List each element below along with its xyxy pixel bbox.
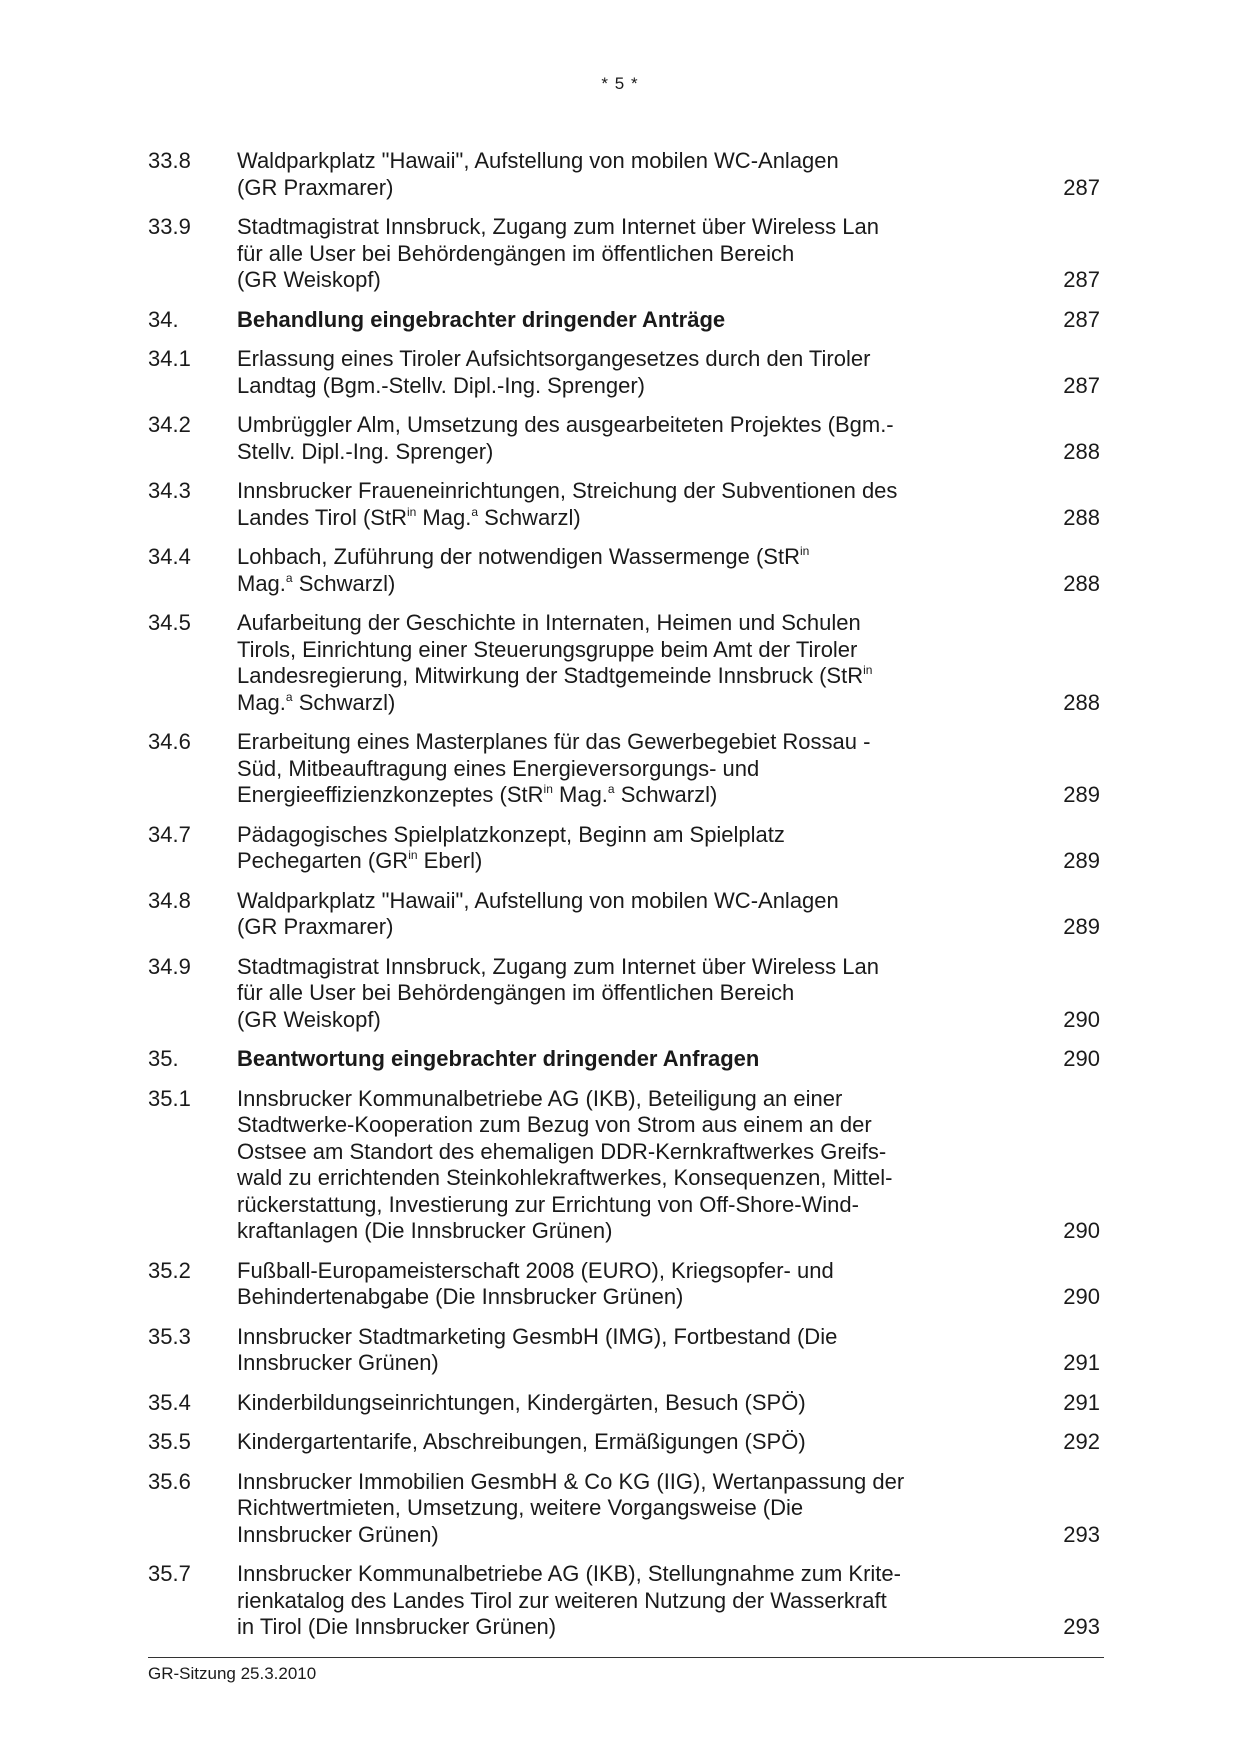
toc-entry [148, 544, 1100, 597]
entry-number: 34.1 [148, 346, 191, 371]
toc-entry [148, 610, 1100, 716]
entry-page-number: 290 [1063, 1218, 1100, 1243]
entry-page-number: 293 [1063, 1614, 1100, 1639]
entry-title-line: Waldparkplatz "Hawaii", Aufstellung von mobilen WC-Anlagen [237, 148, 839, 173]
entry-title-line: (GR Praxmarer) [237, 174, 394, 200]
entry-title-line: Umbrüggler Alm, Umsetzung des ausgearbeiteten Projektes (Bgm.- [237, 412, 894, 437]
entry-page-number: 291 [1063, 1350, 1100, 1375]
toc-entry [148, 1390, 1100, 1417]
entry-title [237, 822, 992, 875]
entry-title-line: Landtag (Bgm.-Stellv. Dipl.-Ing. Sprenger) [237, 372, 645, 398]
entry-title [237, 412, 992, 465]
entry-title-line: Landes Tirol (StR$^{in}$ Mag.$^a$ Schwarzl) [237, 504, 581, 530]
entry-title [237, 1046, 992, 1073]
entry-title-line: für alle User bei Behördengängen im öffentlichen Bereich [237, 980, 795, 1005]
entry-title [237, 346, 992, 399]
footer-session-date: GR-Sitzung 25.3.2010 [148, 1664, 317, 1683]
entry-title-line: Kinderbildungseinrichtungen, Kindergärten, Besuch (SPÖ) [237, 1389, 806, 1415]
entry-title [237, 544, 992, 597]
entry-title-line: in Tirol (Die Innsbrucker Grünen) [237, 1614, 557, 1639]
entry-number: 35.7 [148, 1561, 191, 1586]
entry-title-line: Innsbrucker Kommunalbetriebe AG (IKB), Beteiligung an einer [237, 1085, 843, 1111]
entry-title [237, 729, 992, 809]
entry-title-line: Pädagogisches Spielplatzkonzept, Beginn am Spielplatz [237, 821, 785, 847]
entry-title-line: Erlassung eines Tiroler Aufsichtsorgangesetzes durch den Tiroler [237, 346, 871, 371]
entry-number: 35.1 [148, 1085, 191, 1111]
entry-title-line: Stellv. Dipl.-Ing. Sprenger) [237, 438, 494, 464]
entry-title-line: Behandlung eingebrachter dringender Anträge [237, 306, 726, 332]
toc-entry [148, 1561, 1100, 1641]
entry-number: 35.3 [148, 1323, 191, 1349]
entry-page-number: 293 [1063, 1521, 1100, 1547]
entry-page-number: 290 [1063, 1046, 1100, 1071]
toc-entry [148, 1046, 1100, 1073]
entry-title [237, 478, 992, 531]
entry-title-line: Innsbrucker Fraueneinrichtungen, Streichung der Subventionen des [237, 478, 898, 503]
entry-title-line: Energieeffizienzkonzeptes (StR$^{in}$ Mag.$^a$ Schwarzl) [237, 782, 718, 807]
entry-number: 35.4 [148, 1389, 191, 1415]
entry-title-line: Stadtmagistrat Innsbruck, Zugang zum Internet über Wireless Lan [237, 953, 879, 979]
entry-title-line: wald zu errichtenden Steinkohlekraftwerkes, Konsequenzen, Mittel- [237, 1165, 893, 1190]
entry-page-number: 291 [1063, 1389, 1100, 1415]
entry-title-line: Lohbach, Zuführung der notwendigen Wassermenge (StR$^{in}$ [237, 544, 810, 569]
entry-page-number: 290 [1063, 1284, 1100, 1309]
entry-page-number: 289 [1063, 914, 1100, 939]
entry-title-line: Innsbrucker Immobilien GesmbH & Co KG (IIG), Wertanpassung der [237, 1468, 905, 1494]
entry-number: 34.9 [148, 953, 191, 979]
entry-title-line: Mag.$^a$ Schwarzl) [237, 570, 396, 596]
entry-page-number: 288 [1063, 689, 1100, 715]
entry-title-line: Pechegarten ($GR^{in}$ Eberl) [237, 848, 483, 873]
toc-entry [148, 1258, 1100, 1311]
toc-entry [148, 822, 1100, 875]
entry-number: 34.8 [148, 887, 191, 913]
entry-page-number: 287 [1063, 267, 1100, 292]
entry-number: 33.8 [148, 148, 191, 173]
entry-title-line: Innsbrucker Grünen) [237, 1521, 439, 1547]
entry-title-line: Fußball-Europameisterschaft 2008 (EURO), Kriegsopfer- und [237, 1257, 834, 1283]
entry-title-line: rienkatalog des Landes Tirol zur weiteren Nutzung der Wasserkraft [237, 1587, 887, 1613]
entry-page-number: 288 [1063, 438, 1100, 464]
entry-title-line: (GR Weiskopf) [237, 267, 381, 292]
entry-page-number: 287 [1063, 174, 1100, 200]
entry-title [237, 1429, 992, 1456]
entry-title-line: Innsbrucker Stadtmarketing GesmbH (IMG), Fortbestand (Die [237, 1323, 838, 1349]
entry-title-line: Behindertenabgabe (Die Innsbrucker Grünen) [237, 1284, 684, 1309]
entry-page-number: 289 [1063, 848, 1100, 873]
entry-number: 35.2 [148, 1257, 191, 1283]
toc-entry [148, 478, 1100, 531]
entry-title-line: rückerstattung, Investierung zur Errichtung von Off-Shore-Wind- [237, 1191, 859, 1217]
footer-divider [148, 1657, 1104, 1658]
entry-title-line: (GR Weiskopf) [237, 1006, 381, 1032]
entry-title-line: für alle User bei Behördengängen im öffentlichen Bereich [237, 240, 795, 266]
table-of-contents [148, 148, 1100, 1654]
toc-entry [148, 214, 1100, 294]
entry-title-line: Stadtwerke-Kooperation zum Bezug von Strom aus einem an der [237, 1112, 872, 1137]
entry-title-line: Innsbrucker Grünen) [237, 1350, 439, 1375]
entry-title-line: Stadtmagistrat Innsbruck, Zugang zum Internet über Wireless Lan [237, 214, 879, 239]
toc-entry [148, 346, 1100, 399]
entry-title [237, 1324, 992, 1377]
entry-title [237, 307, 992, 334]
toc-entry [148, 307, 1100, 334]
entry-title [237, 1561, 992, 1641]
toc-entry [148, 729, 1100, 809]
entry-page-number: 290 [1063, 1006, 1100, 1032]
entry-title [237, 610, 992, 716]
entry-title-line: Ostsee am Standort des ehemaligen DDR-Kernkraftwerkes Greifs- [237, 1138, 887, 1164]
entry-page-number: 289 [1063, 782, 1100, 807]
entry-title-line: Tirols, Einrichtung einer Steuerungsgruppe beim Amt der Tiroler [237, 636, 858, 662]
entry-title [237, 214, 992, 294]
entry-title [237, 1390, 992, 1417]
entry-title-line: Innsbrucker Kommunalbetriebe AG (IKB), Stellungnahme zum Krite- [237, 1561, 901, 1586]
entry-title-line: kraftanlagen (Die Innsbrucker Grünen) [237, 1218, 613, 1243]
entry-title [237, 954, 992, 1034]
entry-page-number: 292 [1063, 1429, 1100, 1454]
entry-number: 34.4 [148, 544, 191, 569]
entry-title-line: Richtwertmieten, Umsetzung, weitere Vorgangsweise (Die [237, 1495, 804, 1520]
toc-entry [148, 1429, 1100, 1456]
entry-number: 34.3 [148, 478, 191, 503]
entry-page-number: 287 [1063, 306, 1100, 332]
entry-title-line: Süd, Mitbeauftragung eines Energieversorgungs- und [237, 755, 760, 781]
entry-number: 35.6 [148, 1468, 191, 1494]
toc-entry [148, 888, 1100, 941]
toc-entry [148, 1086, 1100, 1245]
page-number: * 5 * [601, 74, 639, 93]
toc-entry [148, 1324, 1100, 1377]
entry-title [237, 1469, 992, 1549]
entry-title-line: Mag.$^a$ Schwarzl) [237, 689, 396, 715]
entry-title [237, 148, 992, 201]
entry-title-line: Erarbeitung eines Masterplanes für das Gewerbegebiet Rossau - [237, 729, 871, 754]
entry-number: 34.6 [148, 729, 191, 754]
entry-number: 35. [148, 1046, 179, 1071]
entry-page-number: 287 [1063, 372, 1100, 398]
entry-page-number: 288 [1063, 570, 1100, 596]
entry-title-line: (GR Praxmarer) [237, 914, 394, 939]
entry-title-line: Waldparkplatz "Hawaii", Aufstellung von mobilen WC-Anlagen [237, 887, 839, 913]
entry-title-line: Aufarbeitung der Geschichte in Internaten, Heimen und Schulen [237, 610, 861, 635]
entry-number: 34.2 [148, 412, 191, 437]
toc-entry [148, 1469, 1100, 1549]
entry-number: 34. [148, 306, 179, 332]
entry-title-line: Kindergartentarife, Abschreibungen, Ermäßigungen (SPÖ) [237, 1429, 806, 1454]
entry-title [237, 1086, 992, 1245]
entry-number: 33.9 [148, 214, 191, 239]
entry-title [237, 888, 992, 941]
toc-entry [148, 412, 1100, 465]
entry-page-number: 288 [1063, 504, 1100, 530]
entry-number: 34.5 [148, 610, 191, 635]
entry-title-line: Beantwortung eingebrachter dringender Anfragen [237, 1046, 760, 1071]
toc-entry [148, 954, 1100, 1034]
entry-number: 34.7 [148, 821, 191, 847]
entry-number: 35.5 [148, 1429, 191, 1454]
entry-title [237, 1258, 992, 1311]
toc-entry [148, 148, 1100, 201]
entry-title-line: Landesregierung, Mitwirkung der Stadtgemeinde Innsbruck (StR$^{in}$ [237, 663, 873, 688]
